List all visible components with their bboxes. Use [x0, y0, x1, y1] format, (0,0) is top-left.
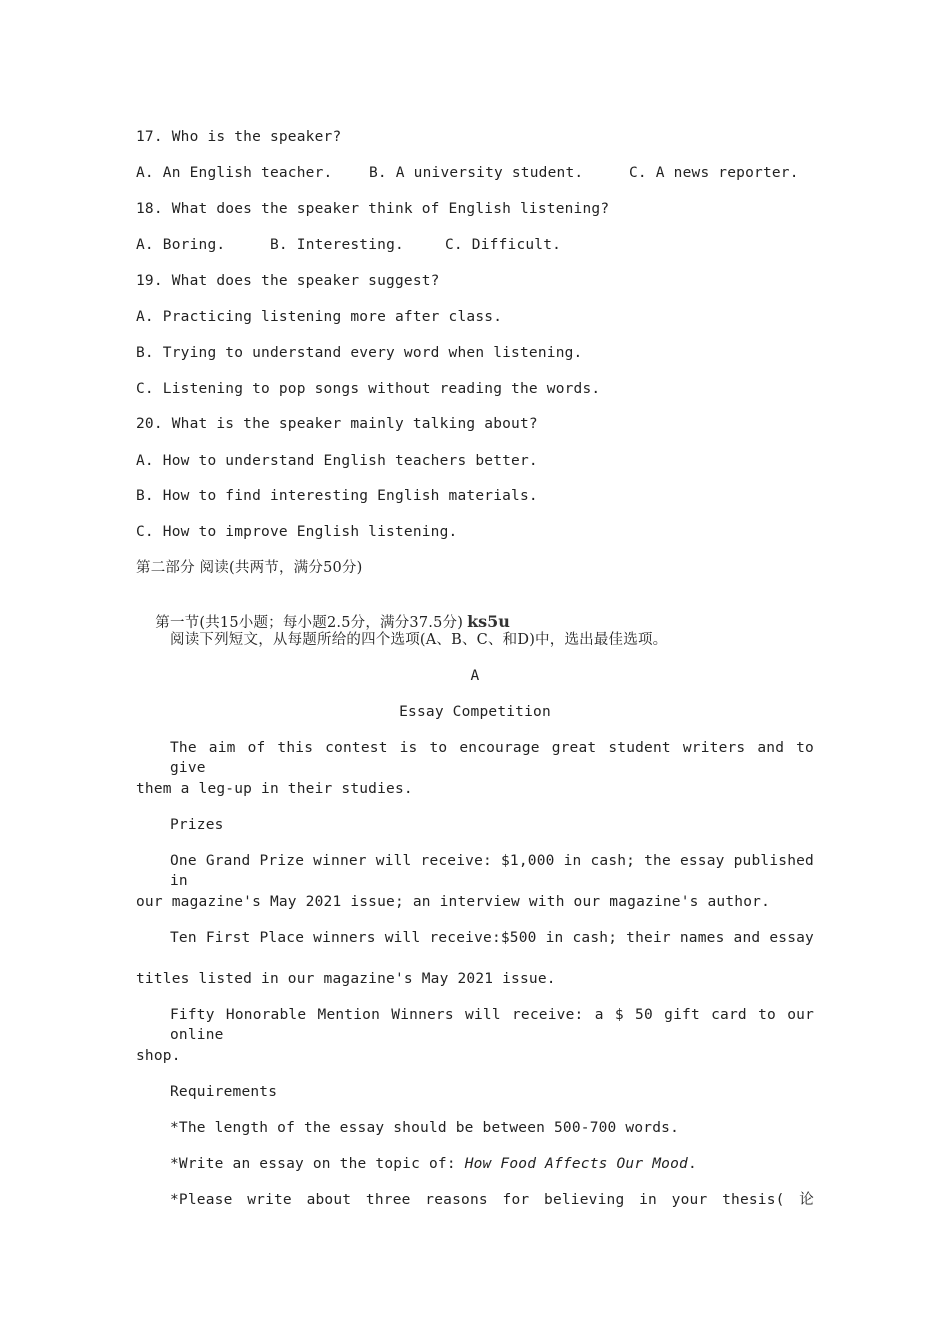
question-17: 17. Who is the speaker? [136, 129, 342, 145]
aim-paragraph-line-1: The aim of this contest is to encourage great student writers and to give [170, 740, 814, 776]
passage-title: Essay Competition [399, 704, 551, 720]
part-two-heading: 第二部分 阅读(共两节，满分50分) [136, 560, 363, 576]
grand-prize-line-2: our magazine's May 2021 issue; an interview with our magazine's author. [136, 894, 771, 910]
requirement-topic [170, 1154, 697, 1174]
requirements-heading: Requirements [170, 1084, 278, 1100]
q20-option-b: B. How to find interesting English materials. [136, 488, 538, 504]
first-place-line-1: Ten First Place winners will receive:$500 in cash; their names and essay [170, 930, 814, 946]
q18-option-a: A. Boring. [136, 237, 226, 253]
honorable-mention-line-2: shop. [136, 1048, 181, 1064]
question-20: 20. What is the speaker mainly talking about? [136, 416, 538, 432]
honorable-mention-line-1: Fifty Honorable Mention Winners will receive: a $ 50 gift card to our online [170, 1007, 814, 1043]
q20-option-a: A. How to understand English teachers better. [136, 453, 538, 469]
requirement-topic-prefix: *Write an essay on the topic of: [170, 1156, 465, 1172]
question-18: 18. What does the speaker think of English listening? [136, 201, 610, 217]
q17-option-a: A. An English teacher. [136, 165, 333, 181]
reading-instruction: 阅读下列短文，从每题所给的四个选项(A、B、C、和D)中，选出最佳选项。 [170, 632, 668, 648]
q18-option-b: B. Interesting. [270, 237, 404, 253]
passage-letter: A [470, 668, 480, 684]
q17-option-b: B. A university student. [369, 165, 584, 181]
q19-option-a: A. Practicing listening more after class. [136, 309, 503, 325]
aim-paragraph-line-2: them a leg-up in their studies. [136, 781, 413, 797]
section-one-heading-text: 第一节(共15小题；每小题2.5分，满分37.5分) [155, 615, 464, 631]
q19-option-c: C. Listening to pop songs without reading the words. [136, 381, 601, 397]
requirement-reasons: *Please write about three reasons for believing in your thesis( 论 [170, 1192, 814, 1208]
grand-prize-line-1: One Grand Prize winner will receive: $1,000 in cash; the essay published in [170, 853, 814, 889]
ks5u-logo: ks5u [467, 612, 510, 631]
first-place-line-2: titles listed in our magazine's May 2021 issue. [136, 971, 556, 987]
prizes-heading: Prizes [170, 817, 224, 833]
question-19: 19. What does the speaker suggest? [136, 273, 440, 289]
requirement-topic-suffix: . [687, 1156, 697, 1172]
q18-option-c: C. Difficult. [445, 237, 562, 253]
q17-option-c: C. A news reporter. [629, 165, 799, 181]
requirement-length: *The length of the essay should be between 500-700 words. [170, 1120, 679, 1136]
q19-option-b: B. Trying to understand every word when listening. [136, 345, 583, 361]
requirement-topic-title: How Food Affects Our Mood [464, 1156, 688, 1172]
q20-option-c: C. How to improve English listening. [136, 524, 458, 540]
